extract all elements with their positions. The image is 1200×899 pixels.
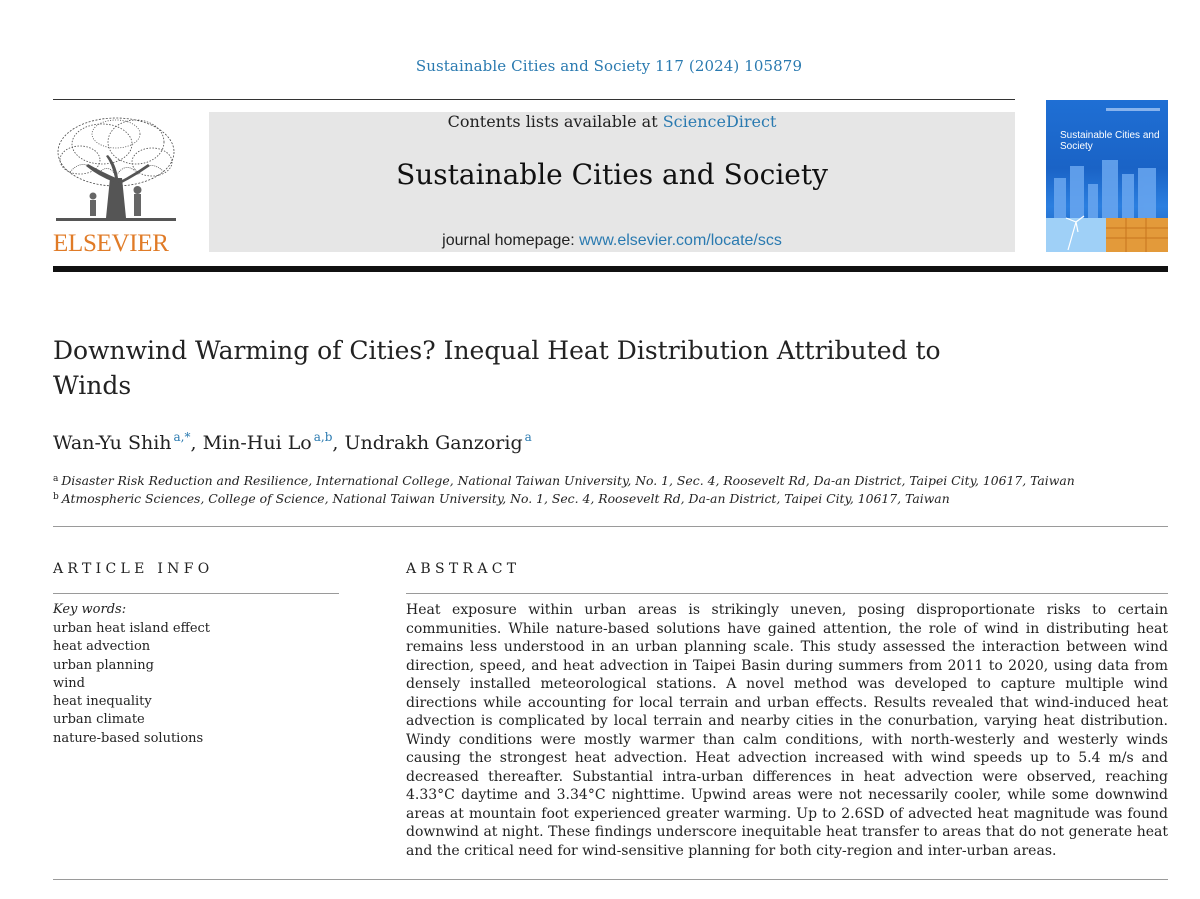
journal-homepage-link[interactable]: www.elsevier.com/locate/scs (579, 232, 782, 249)
journal-homepage-line (209, 232, 1015, 250)
affiliation-text: Disaster Risk Reduction and Resilience, International College, National Taiwan University, No. 1, Sec. 4, Roosevelt Rd, Da-an District, Taipei City, 10617, Taiwan (61, 473, 1075, 488)
keyword-item: wind (53, 675, 85, 691)
header-rule (53, 99, 1015, 100)
keyword-item: heat inequality (53, 694, 152, 710)
author-affiliation-marker[interactable]: a,b (313, 430, 333, 444)
abstract-heading: ABSTRACT (406, 561, 521, 577)
tree-icon (50, 112, 182, 232)
contents-available-line (209, 112, 1015, 131)
author-name[interactable]: Wan-Yu Shih (53, 432, 172, 454)
keyword-item: urban planning (53, 657, 154, 673)
author-name[interactable]: Undrakh Ganzorig (344, 432, 523, 454)
cover-title: Sustainable Cities and Society (1060, 130, 1160, 152)
affiliation-text: Atmospheric Sciences, College of Science, National Taiwan University, No. 1, Sec. 4, Roosevelt Rd, Da-an District, Taipei City, 10617, Taiwan (61, 491, 950, 506)
author-name[interactable]: Min-Hui Lo (202, 432, 312, 454)
journal-citation[interactable]: Sustainable Cities and Society 117 (2024) 105879 (415, 57, 803, 75)
contents-prefix: Contents lists available at (447, 112, 663, 131)
homepage-prefix: journal homepage: (442, 232, 580, 249)
sciencedirect-link[interactable]: ScienceDirect (662, 112, 777, 131)
bottom-rule (53, 879, 1168, 880)
keyword-list (53, 620, 210, 748)
author-list (53, 430, 532, 454)
keyword-item: nature-based solutions (53, 730, 204, 746)
cover-cityscape-icon (1046, 100, 1168, 252)
affiliation-b (53, 491, 950, 506)
journal-cover-image[interactable] (1046, 100, 1168, 252)
affiliation-a (53, 473, 1075, 488)
keyword-item: urban heat island effect (53, 621, 211, 636)
elsevier-wordmark: ELSEVIER (53, 230, 169, 257)
author-affiliation-marker[interactable]: a (524, 430, 532, 444)
keywords-label: Key words: (53, 602, 127, 617)
affiliation-label: b (53, 492, 59, 502)
journal-masthead (209, 112, 1015, 252)
author-separator: , (332, 432, 345, 454)
keyword-item: urban climate (53, 712, 145, 728)
article-title: Downwind Warming of Cities? Inequal Heat Distribution Attributed to Winds (53, 336, 941, 400)
author-affiliation-marker[interactable]: a,* (173, 430, 191, 444)
affiliation-label: a (53, 474, 59, 484)
masthead-thick-rule (53, 266, 1168, 272)
section-divider (53, 526, 1168, 527)
article-info-rule (53, 593, 339, 594)
article-info-heading: ARTICLE INFO (53, 561, 214, 577)
abstract-text: Heat exposure within urban areas is strikingly uneven, posing disproportionate risks to certain communities. While nature-based solutions have gained attention, the role of wind in distributing heat remains less understood in an urban planning scale. This study assessed the interaction between wind direction, speed, and heat advection in Taipei Basin during summers from 2011 to 2020, using data from densely installed meteorological stations. A novel method was developed to capture multiple wind directions while accounting for local terrain and urban effects. Results revealed that wind-induced heat advection is complicated by local terrain and nearby cities in the conurbation, varying heat distribution. Windy conditions were mostly warmer than calm conditions, with north-westerly and westerly winds causing the strongest heat advection. Heat advection increased with wind speeds up to 5.4 m/s and decreased thereafter. Substantial intra-urban differences in heat advection were observed, reaching 4.33°C daytime and 3.34°C nighttime. Upwind areas were not necessarily cooler, while some downwind areas at mountain foot experienced greater warming. Up to 2.6SD of advected heat magnitude was found downwind at night. These findings underscore inequitable heat transfer to areas that do not generate heat and the critical need for wind-sensitive planning for both city-region and inter-urban areas. (406, 602, 1168, 859)
journal-name: Sustainable Cities and Society (396, 158, 828, 191)
abstract-rule (406, 593, 1168, 594)
author-separator: , (190, 432, 203, 454)
keyword-item: heat advection (53, 639, 151, 655)
